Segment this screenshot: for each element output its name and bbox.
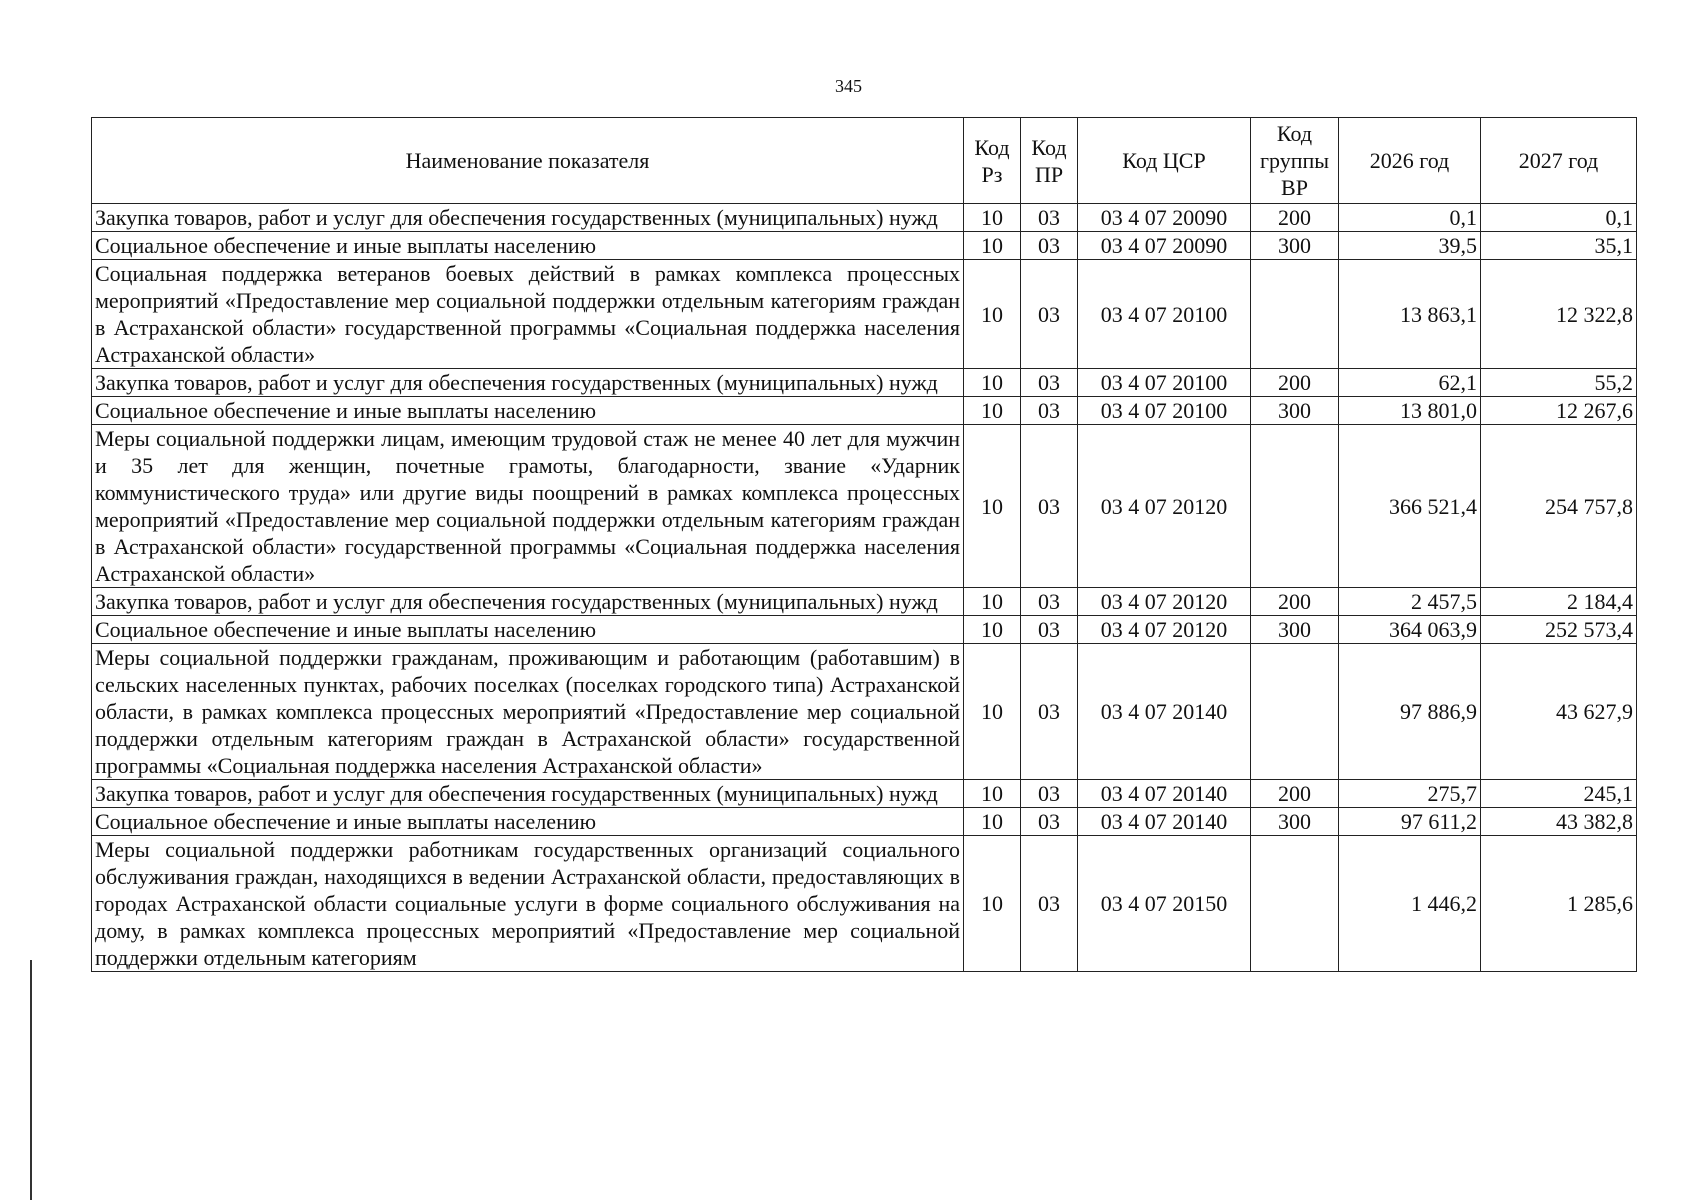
cell-vr — [1251, 644, 1339, 780]
cell-csr: 03 4 07 20120 — [1078, 425, 1251, 588]
cell-2027: 12 322,8 — [1481, 260, 1637, 369]
table-row — [92, 204, 1637, 232]
cell-vr: 200 — [1251, 588, 1339, 616]
cell-csr: 03 4 07 20100 — [1078, 369, 1251, 397]
cell-2026: 13 863,1 — [1339, 260, 1481, 369]
cell-2027: 254 757,8 — [1481, 425, 1637, 588]
cell-name: Закупка товаров, работ и услуг для обеспечения государственных (муниципальных) нужд — [92, 588, 964, 616]
header-row — [92, 118, 1637, 204]
cell-vr: 200 — [1251, 780, 1339, 808]
cell-rz: 10 — [964, 397, 1021, 425]
cell-csr: 03 4 07 20150 — [1078, 836, 1251, 972]
header-name: Наименование показателя — [92, 118, 964, 204]
cell-2027: 252 573,4 — [1481, 616, 1637, 644]
cell-2027: 0,1 — [1481, 204, 1637, 232]
header-2027: 2027 год — [1481, 118, 1637, 204]
cell-rz: 10 — [964, 616, 1021, 644]
cell-pr: 03 — [1021, 836, 1078, 972]
table-row — [92, 616, 1637, 644]
cell-rz: 10 — [964, 780, 1021, 808]
cell-name: Социальное обеспечение и иные выплаты населению — [92, 808, 964, 836]
table-row — [92, 369, 1637, 397]
cell-2026: 1 446,2 — [1339, 836, 1481, 972]
cell-name: Социальное обеспечение и иные выплаты населению — [92, 616, 964, 644]
cell-vr: 200 — [1251, 204, 1339, 232]
budget-table — [91, 117, 1637, 972]
cell-2027: 2 184,4 — [1481, 588, 1637, 616]
cell-2026: 39,5 — [1339, 232, 1481, 260]
cell-vr: 300 — [1251, 808, 1339, 836]
cell-pr: 03 — [1021, 808, 1078, 836]
cell-rz: 10 — [964, 808, 1021, 836]
page-number: 345 — [835, 76, 862, 96]
cell-pr: 03 — [1021, 369, 1078, 397]
table-row — [92, 644, 1637, 780]
cell-pr: 03 — [1021, 616, 1078, 644]
cell-rz: 10 — [964, 232, 1021, 260]
cell-csr: 03 4 07 20120 — [1078, 588, 1251, 616]
cell-pr: 03 — [1021, 588, 1078, 616]
cell-2026: 364 063,9 — [1339, 616, 1481, 644]
cell-2027: 43 627,9 — [1481, 644, 1637, 780]
cell-name: Социальное обеспечение и иные выплаты населению — [92, 397, 964, 425]
cell-pr: 03 — [1021, 232, 1078, 260]
cell-rz: 10 — [964, 588, 1021, 616]
cell-2027: 35,1 — [1481, 232, 1637, 260]
cell-csr: 03 4 07 20140 — [1078, 644, 1251, 780]
cell-vr: 300 — [1251, 616, 1339, 644]
table-row — [92, 232, 1637, 260]
cell-csr: 03 4 07 20090 — [1078, 204, 1251, 232]
cell-2027: 245,1 — [1481, 780, 1637, 808]
cell-2026: 13 801,0 — [1339, 397, 1481, 425]
cell-name: Закупка товаров, работ и услуг для обеспечения государственных (муниципальных) нужд — [92, 780, 964, 808]
header-rz: Код Рз — [964, 118, 1021, 204]
cell-name: Закупка товаров, работ и услуг для обеспечения государственных (муниципальных) нужд — [92, 369, 964, 397]
cell-csr: 03 4 07 20090 — [1078, 232, 1251, 260]
margin-line — [30, 960, 32, 1200]
cell-2026: 2 457,5 — [1339, 588, 1481, 616]
cell-csr: 03 4 07 20100 — [1078, 260, 1251, 369]
cell-pr: 03 — [1021, 260, 1078, 369]
cell-2026: 275,7 — [1339, 780, 1481, 808]
cell-pr: 03 — [1021, 644, 1078, 780]
table-body — [92, 204, 1637, 972]
cell-rz: 10 — [964, 644, 1021, 780]
cell-name: Меры социальной поддержки гражданам, проживающим и работающим (работавшим) в сельских населенных пунктах, рабочих поселках (поселках городского типа) Астраханской области, в рамках комплекса процессных мероприятий «Предоставление мер социальной поддержки отдельным категориям граждан в Астраханской области» государственной программы «Социальная поддержка населения Астраханской области» — [92, 644, 964, 780]
cell-rz: 10 — [964, 425, 1021, 588]
table-row — [92, 588, 1637, 616]
cell-name: Социальная поддержка ветеранов боевых действий в рамках комплекса процессных мероприятий «Предоставление мер социальной поддержки отдельным категориям граждан в Астраханской области» государственной программы «Социальная поддержка населения Астраханской области» — [92, 260, 964, 369]
cell-2026: 366 521,4 — [1339, 425, 1481, 588]
cell-csr: 03 4 07 20140 — [1078, 780, 1251, 808]
cell-vr — [1251, 260, 1339, 369]
header-csr: Код ЦСР — [1078, 118, 1251, 204]
cell-csr: 03 4 07 20140 — [1078, 808, 1251, 836]
table-row — [92, 808, 1637, 836]
cell-2026: 97 611,2 — [1339, 808, 1481, 836]
cell-csr: 03 4 07 20120 — [1078, 616, 1251, 644]
header-vr: Код группы ВР — [1251, 118, 1339, 204]
cell-2027: 55,2 — [1481, 369, 1637, 397]
cell-vr: 300 — [1251, 232, 1339, 260]
table-row — [92, 260, 1637, 369]
cell-2026: 62,1 — [1339, 369, 1481, 397]
cell-rz: 10 — [964, 369, 1021, 397]
cell-2027: 1 285,6 — [1481, 836, 1637, 972]
table-row — [92, 780, 1637, 808]
cell-vr: 300 — [1251, 397, 1339, 425]
cell-csr: 03 4 07 20100 — [1078, 397, 1251, 425]
cell-2026: 0,1 — [1339, 204, 1481, 232]
cell-pr: 03 — [1021, 425, 1078, 588]
header-2026: 2026 год — [1339, 118, 1481, 204]
table-row — [92, 397, 1637, 425]
cell-pr: 03 — [1021, 397, 1078, 425]
cell-name: Социальное обеспечение и иные выплаты населению — [92, 232, 964, 260]
cell-pr: 03 — [1021, 780, 1078, 808]
cell-rz: 10 — [964, 204, 1021, 232]
cell-2026: 97 886,9 — [1339, 644, 1481, 780]
table-row — [92, 425, 1637, 588]
cell-2027: 43 382,8 — [1481, 808, 1637, 836]
cell-rz: 10 — [964, 836, 1021, 972]
cell-name: Меры социальной поддержки работникам государственных организаций социального обслуживания граждан, находящихся в ведении Астраханской области, предоставляющих в городах Астраханской области социальные услуги в форме социального обслуживания на дому, в рамках комплекса процессных мероприятий «Предоставление мер социальной поддержки отдельным категориям — [92, 836, 964, 972]
cell-vr — [1251, 425, 1339, 588]
cell-vr: 200 — [1251, 369, 1339, 397]
cell-vr — [1251, 836, 1339, 972]
cell-pr: 03 — [1021, 204, 1078, 232]
cell-name: Меры социальной поддержки лицам, имеющим трудовой стаж не менее 40 лет для мужчин и 35 лет для женщин, почетные грамоты, благодарности, звание «Ударник коммунистического труда» или другие виды поощрений в рамках комплекса процессных мероприятий «Предоставление мер социальной поддержки отдельным категориям граждан в Астраханской области» государственной программы «Социальная поддержка населения Астраханской области» — [92, 425, 964, 588]
header-pr: Код ПР — [1021, 118, 1078, 204]
cell-name: Закупка товаров, работ и услуг для обеспечения государственных (муниципальных) нужд — [92, 204, 964, 232]
table-row — [92, 836, 1637, 972]
cell-2027: 12 267,6 — [1481, 397, 1637, 425]
cell-rz: 10 — [964, 260, 1021, 369]
